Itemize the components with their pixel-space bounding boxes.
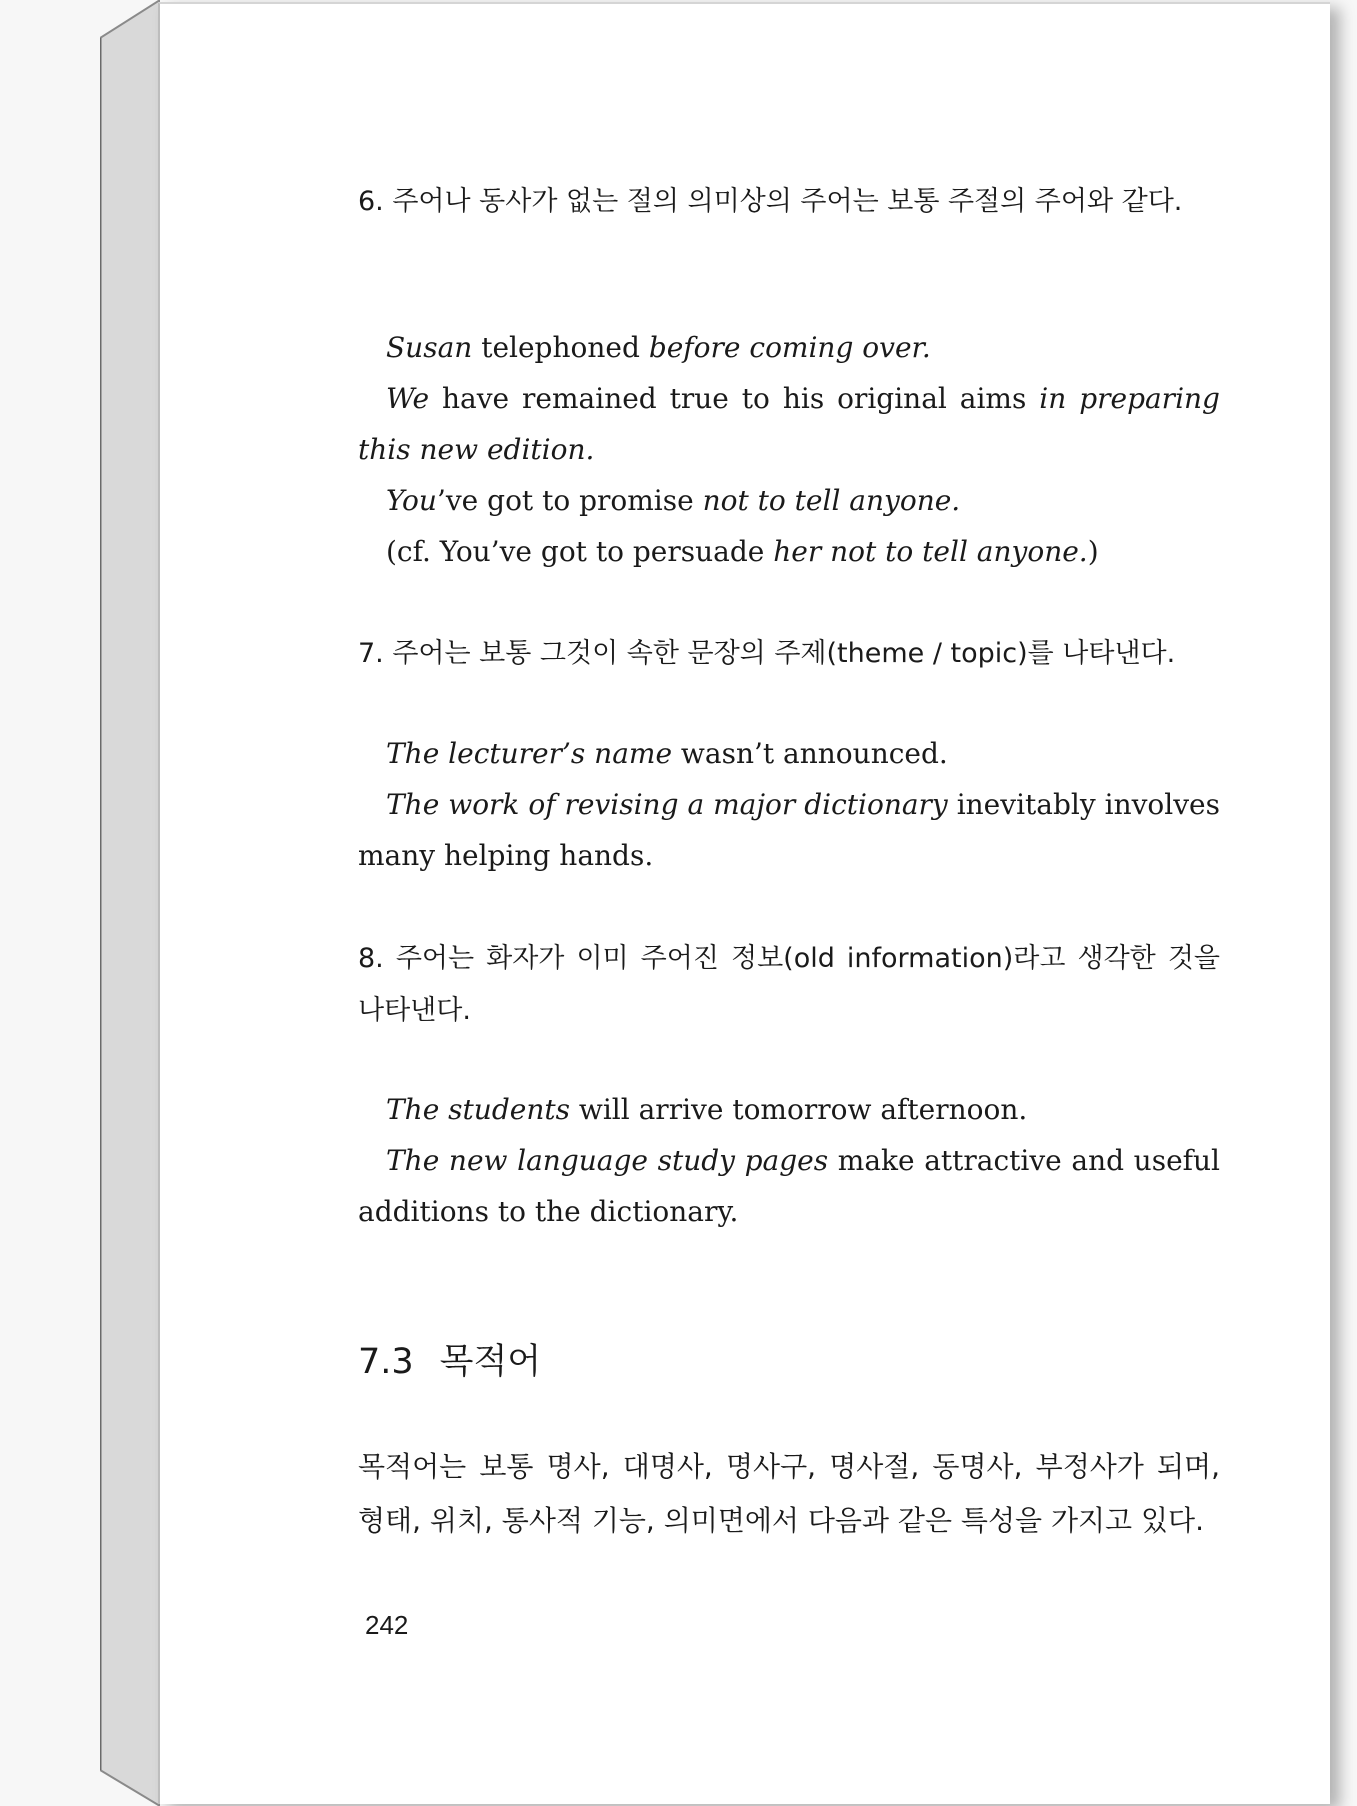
example-emphasis: her not to tell anyone. <box>773 535 1088 568</box>
item-8-examples <box>358 1084 1220 1237</box>
section-title <box>358 1338 541 1386</box>
item-8-heading-text: 8. 주어는 화자가 이미 주어진 정보(old information)라고 생각한 것을 나타낸다. <box>358 943 1220 1026</box>
example-text: wasn’t announced. <box>672 737 948 770</box>
item-7-heading <box>330 628 1220 680</box>
example-text: make attractive and useful additions to the dictionary. <box>358 1144 1220 1228</box>
book-spine <box>100 0 160 1806</box>
example-sentence <box>358 1084 1220 1135</box>
example-sentence <box>358 322 1220 373</box>
section-body-text: 목적어는 보통 명사, 대명사, 명사구, 명사절, 동명사, 부정사가 되며, 형태, 위치, 통사적 기능, 의미면에서 다음과 같은 특성을 가지고 있다. <box>358 1450 1220 1537</box>
example-subject: The work of revising a major dictionary <box>386 788 948 821</box>
example-sentence <box>358 728 1220 779</box>
example-sentence <box>358 526 1220 577</box>
item-7-heading-text: 7. 주어는 보통 그것이 속한 문장의 주제(theme / topic)를 나타낸다. <box>358 638 1176 669</box>
example-text: (cf. You’ve got to persuade <box>386 535 774 568</box>
item-6-examples <box>358 322 1220 577</box>
example-emphasis: in preparing this new edition. <box>358 382 1220 466</box>
item-7-examples <box>358 728 1220 881</box>
example-text: ) <box>1087 535 1099 568</box>
example-subject: The students <box>386 1093 570 1126</box>
page-number: 242 <box>365 1610 409 1640</box>
example-sentence <box>358 1135 1220 1237</box>
section-title-text: 목적어 <box>439 1342 542 1382</box>
section-body <box>330 1440 1220 1548</box>
example-text: telephoned <box>472 331 649 364</box>
item-8-heading <box>330 933 1220 1037</box>
example-text: inevitably involves many helping hands. <box>358 788 1220 872</box>
example-sentence <box>358 373 1220 475</box>
example-emphasis: not to tell anyone. <box>702 484 961 517</box>
example-subject: Susan <box>386 331 473 364</box>
example-sentence <box>358 779 1220 881</box>
item-6-heading <box>330 176 1220 228</box>
example-emphasis: before coming over. <box>648 331 931 364</box>
example-text: will arrive tomorrow afternoon. <box>569 1093 1028 1126</box>
section-number: 7.3 <box>358 1342 414 1382</box>
example-subject: The lecturer’s name <box>386 737 673 770</box>
example-sentence <box>358 475 1220 526</box>
example-text: have remained true to his original aims <box>429 382 1040 415</box>
item-6-heading-text: 6. 주어나 동사가 없는 절의 의미상의 주어는 보통 주절의 주어와 같다. <box>358 186 1183 217</box>
example-subject: You <box>386 484 437 517</box>
example-subject: We <box>386 382 430 415</box>
example-subject: The new language study pages <box>386 1144 829 1177</box>
example-text: ’ve got to promise <box>436 484 703 517</box>
